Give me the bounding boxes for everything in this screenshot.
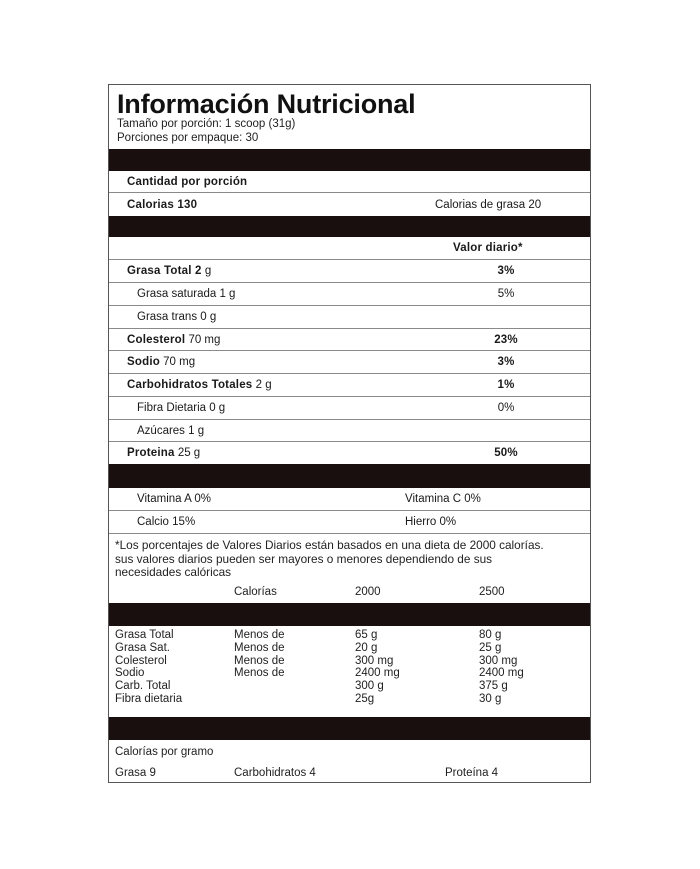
calories-label: Calorias 130	[127, 198, 198, 211]
ref-cell: Sodio	[115, 667, 145, 680]
nutrient-dv: 5%	[497, 288, 515, 300]
nutrient-name: Grasa trans 0 g	[137, 311, 217, 323]
ref-cell: Menos de	[234, 667, 285, 680]
nutrient-name: Carbohidratos Totales	[127, 379, 253, 391]
nutrient-dv: 23%	[494, 333, 518, 346]
nutrient-name: Grasa saturada 1 g	[137, 288, 236, 300]
ref-col-qualifier	[234, 629, 285, 680]
ref-cell: 20 g	[355, 641, 378, 654]
nutrient-row	[109, 329, 590, 351]
nutrient-row	[109, 306, 590, 329]
ref-cell: 300 mg	[479, 654, 518, 667]
footnote-line: necesidades calóricas	[115, 565, 232, 579]
ref-cell: Menos de	[234, 641, 285, 654]
ref-cell: 30 g	[479, 692, 502, 705]
calories-from-fat: Calorias de grasa 20	[435, 198, 542, 211]
ref-cell: Menos de	[234, 629, 285, 641]
ref-header-2000: 2000	[355, 586, 381, 598]
ref-cell: Carb. Total	[115, 680, 171, 693]
nutrient-name: Grasa Total 2	[127, 265, 202, 277]
nutrient-unit: 25 g	[174, 447, 201, 459]
ref-header-calories: Calorías	[234, 586, 277, 598]
divider-bar	[109, 603, 590, 626]
footnote-line: *Los porcentajes de Valores Diarios están basados en una dieta de 2000 calorías.	[115, 538, 544, 552]
nutrition-facts-label	[108, 84, 591, 783]
nutrient-row	[109, 374, 590, 397]
ref-cell: 2400 mg	[355, 667, 400, 680]
ref-cell: 2400 mg	[479, 667, 524, 680]
nutrient-row	[109, 260, 590, 283]
nutrient-unit: 70 mg	[159, 356, 196, 368]
amount-per-serving-row	[109, 171, 590, 193]
vitamin-row	[109, 488, 590, 511]
nutrient-unit: g	[201, 265, 212, 277]
vitamin-right: Hierro 0%	[405, 516, 457, 528]
vitamin-left: Vitamina A 0%	[137, 493, 211, 505]
nutrient-row	[109, 397, 590, 420]
nutrient-name: Azúcares 1 g	[137, 424, 205, 437]
nutrient-name: Sodio	[127, 356, 160, 368]
ref-col-nutrient	[115, 629, 182, 706]
vitamin-row	[109, 511, 590, 534]
daily-value-header: Valor diario*	[453, 242, 523, 254]
nutrient-unit: 70 mg	[185, 333, 221, 346]
ref-cell: 65 g	[355, 629, 378, 641]
divider-bar	[109, 464, 590, 488]
nutrient-row	[109, 420, 590, 442]
footnote-line: sus valores diarios pueden ser mayores o menores dependiendo de sus	[115, 551, 493, 566]
label-title: Información Nutricional	[117, 89, 416, 119]
nutrient-dv: 3%	[497, 265, 515, 277]
footnote	[115, 539, 585, 580]
servings-per-container: Porciones por empaque: 30	[117, 132, 259, 144]
nutrient-row	[109, 283, 590, 306]
nutrient-dv: 0%	[497, 402, 515, 414]
ref-cell: 25g	[355, 692, 375, 705]
ref-col-2000	[355, 629, 400, 706]
ref-cell: 80 g	[479, 629, 502, 641]
calories-row	[109, 193, 590, 216]
nutrient-row	[109, 351, 590, 374]
ref-cell: 25 g	[479, 641, 502, 654]
nutrient-row	[109, 442, 590, 464]
serving-size: Tamaño por porción: 1 scoop (31g)	[117, 118, 296, 130]
nutrient-name: Colesterol	[127, 333, 186, 346]
ref-col-2500	[479, 629, 524, 706]
ref-header-2500: 2500	[479, 586, 505, 598]
ref-cell: 300 mg	[355, 654, 394, 667]
nutrient-dv: 50%	[494, 447, 518, 459]
nutrient-name: Fibra Dietaria 0 g	[137, 402, 226, 414]
calories-per-gram-label: Calorías por gramo	[115, 746, 214, 758]
calories-per-gram-protein: Proteína 4	[445, 767, 499, 779]
divider-bar	[109, 717, 590, 740]
divider-bar	[109, 216, 590, 237]
amount-per-serving-label: Cantidad por porción	[127, 175, 248, 188]
nutrient-unit: 2 g	[252, 379, 272, 391]
vitamin-right: Vitamina C 0%	[405, 493, 481, 505]
nutrient-dv: 1%	[497, 379, 515, 391]
daily-value-header-row	[109, 237, 590, 260]
ref-cell: Colesterol	[115, 654, 167, 667]
nutrient-dv: 3%	[497, 356, 515, 368]
ref-cell: 300 g	[355, 680, 384, 693]
calories-per-gram-carbs: Carbohidratos 4	[234, 767, 316, 779]
ref-cell: 375 g	[479, 680, 508, 693]
calories-per-gram-fat: Grasa 9	[115, 767, 156, 779]
divider-bar	[109, 149, 590, 171]
ref-cell: Grasa Total	[115, 629, 174, 641]
ref-cell: Fibra dietaria	[115, 692, 183, 705]
vitamin-left: Calcio 15%	[137, 516, 196, 528]
nutrient-name: Proteina	[127, 447, 175, 459]
ref-cell: Menos de	[234, 654, 285, 667]
ref-cell: Grasa Sat.	[115, 641, 170, 654]
